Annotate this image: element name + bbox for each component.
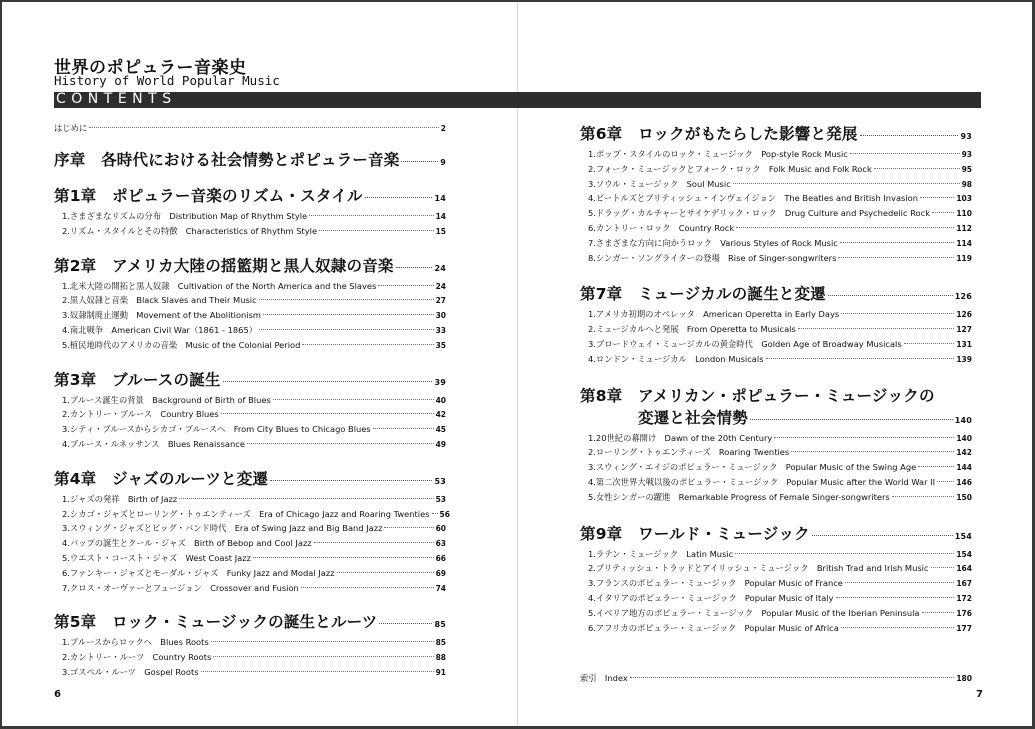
section-entry-title: 5.植民地時代のアメリカの音楽 Music of the Colonial Period bbox=[62, 339, 301, 350]
section-entry-title: 2.シカゴ・ジャズとローリング・トゥエンティーズ Era of Chicago Jazz and Roaring Twenties bbox=[62, 508, 430, 519]
intro-entry-page: 2 bbox=[440, 124, 446, 133]
chapter-heading-title: 第6章 ロックがもたらした影響と発展 bbox=[580, 125, 858, 143]
section-entry[interactable] bbox=[580, 491, 972, 506]
chapter-heading-page: 24 bbox=[434, 263, 446, 273]
section-entry-title: 3.スウィング・ジャズとビッグ・バンド時代 Era of Swing Jazz and Big Band Jazz bbox=[62, 523, 383, 534]
section-entry-title: 1.ポップ・スタイルのロック・ミュージック Pop-style Rock Music bbox=[588, 149, 848, 159]
section-entry[interactable] bbox=[580, 432, 972, 447]
dot-leader bbox=[273, 399, 434, 400]
section-entry[interactable] bbox=[54, 582, 446, 597]
dot-leader bbox=[302, 344, 433, 345]
chapter-heading[interactable] bbox=[580, 122, 972, 144]
dot-leader bbox=[221, 413, 434, 414]
section-entry-title: 1.ブルースからロックへ Blues Roots bbox=[62, 637, 209, 648]
section-entry-page: 66 bbox=[435, 553, 446, 563]
section-entry-page: 127 bbox=[956, 325, 972, 335]
section-entry-title: 5.女性シンガーの躍進 Remarkable Progress of Female Singer-songwriters bbox=[588, 491, 890, 502]
section-entry-page: 14 bbox=[435, 212, 446, 221]
chapter-heading-title: 第8章 アメリカン・ポピュラー・ミュージックの bbox=[580, 386, 935, 405]
section-entry-title: 7.クロス・オーヴァーとフュージョン Crossover and Fusion bbox=[62, 582, 299, 593]
section-entry[interactable] bbox=[580, 622, 972, 637]
dot-leader bbox=[733, 183, 960, 184]
dot-leader bbox=[918, 466, 954, 467]
section-entry-title: 1.さまざまなリズムの分布 Distribution Map of Rhythm Style bbox=[62, 211, 308, 221]
section-entry-page: 42 bbox=[435, 410, 446, 420]
section-entry-title: 2.ブリティッシュ・トラッドとアイリッシュ・ミュージック British Trad and Irish Music bbox=[588, 563, 929, 574]
section-entry-page: 131 bbox=[956, 339, 972, 349]
section-entry[interactable] bbox=[54, 339, 446, 354]
dot-leader bbox=[301, 587, 434, 588]
chapter-heading-page: 85 bbox=[434, 620, 446, 630]
section-entry-title: 2.黒人奴隷と音楽 Black Slaves and Their Music bbox=[62, 295, 257, 306]
section-entry-title: 4.バップの誕生とクール・ジャズ Birth of Bebop and Cool Jazz bbox=[62, 538, 312, 549]
section-entry-page: 112 bbox=[956, 223, 972, 233]
section-entry[interactable] bbox=[54, 423, 446, 438]
section-entry-page: 150 bbox=[956, 492, 972, 502]
dot-leader bbox=[223, 381, 433, 382]
dot-leader bbox=[89, 127, 439, 128]
dot-leader bbox=[874, 168, 960, 169]
section-entry-title: 5.ウエスト・コースト・ジャズ West Coast Jazz bbox=[62, 552, 251, 563]
section-entry[interactable] bbox=[580, 577, 972, 592]
book-title-en: History of World Popular Music bbox=[54, 73, 280, 88]
dot-leader bbox=[931, 567, 955, 568]
dot-leader bbox=[201, 671, 434, 672]
dot-leader bbox=[270, 480, 432, 481]
section-entry[interactable] bbox=[54, 438, 446, 453]
section-entry-page: 172 bbox=[956, 593, 972, 603]
section-entry[interactable] bbox=[580, 323, 972, 338]
dot-leader bbox=[937, 481, 954, 482]
section-entry[interactable] bbox=[580, 607, 972, 622]
book-title-jp: 世界のポピュラー音楽史 bbox=[54, 58, 247, 78]
chapter-heading-title: 序章 各時代における社会情勢とポピュラー音楽 bbox=[54, 151, 400, 169]
section-entry-page: 126 bbox=[956, 310, 972, 320]
section-entry-title: 2.ローリング・トゥエンティーズ Roaring Twenties bbox=[588, 447, 790, 458]
section-entry-title: 3.ゴスペル・ルーツ Gospel Roots bbox=[62, 666, 199, 677]
section-entry-title: 7.さまざまな方向に向かうロック Various Styles of Rock Music bbox=[588, 237, 838, 248]
dot-leader bbox=[766, 358, 955, 359]
section-entry[interactable] bbox=[54, 408, 446, 423]
dot-leader bbox=[920, 197, 954, 198]
section-entry[interactable] bbox=[580, 338, 972, 353]
section-entry[interactable] bbox=[580, 592, 972, 607]
dot-leader bbox=[379, 623, 432, 624]
chapter-heading-title: 第7章 ミュージカルの誕生と変遷 bbox=[580, 285, 826, 304]
section-entry[interactable] bbox=[580, 237, 972, 252]
section-entry-page: 88 bbox=[435, 653, 446, 663]
section-entry-page: 40 bbox=[435, 395, 446, 405]
contents-bar bbox=[54, 92, 981, 108]
section-entry[interactable] bbox=[580, 222, 972, 237]
section-entry-page: 139 bbox=[956, 354, 972, 364]
section-entry-title: 4.第二次世界大戦以後のポピュラー・ミュージック Popular Music after the World War II bbox=[588, 476, 936, 487]
section-entry-title: 6.アフリカのポピュラー・ミュージック Popular Music of Africa bbox=[588, 622, 839, 633]
section-entry-page: 27 bbox=[435, 296, 446, 306]
page-number-right: 7 bbox=[976, 689, 983, 700]
section-entry[interactable] bbox=[54, 552, 446, 567]
section-entry-title: 2.リズム・スタイルとその特徴 Characteristics of Rhythm Style bbox=[62, 225, 318, 236]
section-entry-title: 4.イタリアのポピュラー・ミュージック Popular Music of Italy bbox=[588, 592, 834, 603]
dot-leader bbox=[836, 597, 955, 598]
dot-leader bbox=[812, 535, 953, 536]
dot-leader bbox=[630, 677, 955, 678]
dot-leader bbox=[373, 428, 434, 429]
chapter-heading-page: 154 bbox=[954, 531, 972, 541]
dot-leader bbox=[213, 656, 433, 657]
chapter-heading[interactable] bbox=[580, 282, 972, 304]
section-entry-page: 95 bbox=[961, 164, 972, 174]
section-entry[interactable] bbox=[54, 666, 446, 681]
section-entry-title: 4.ロンドン・ミュージカル London Musicals bbox=[588, 353, 764, 364]
dot-leader bbox=[401, 161, 438, 162]
section-entry-page: 35 bbox=[435, 340, 446, 350]
section-entry[interactable] bbox=[54, 651, 446, 666]
section-entry-title: 5.ドラッグ・カルチャーとサイケデリック・ロック Drug Culture and Psychedelic Rock bbox=[588, 208, 930, 219]
section-entry[interactable] bbox=[580, 252, 972, 267]
section-entry-page: 167 bbox=[956, 579, 972, 589]
section-entry-title: 1.20世紀の幕開け Dawn of the 20th Century bbox=[588, 432, 773, 443]
section-entry[interactable] bbox=[54, 394, 446, 409]
section-entry[interactable] bbox=[54, 537, 446, 552]
index-entry-page: 180 bbox=[956, 674, 972, 684]
section-entry-page: 142 bbox=[956, 448, 972, 458]
section-entry[interactable] bbox=[580, 178, 972, 193]
section-entry-page: 164 bbox=[956, 564, 972, 574]
dot-leader bbox=[259, 329, 434, 330]
dot-leader bbox=[840, 242, 955, 243]
section-entry-page: 177 bbox=[956, 623, 972, 633]
section-entry-page: 98 bbox=[961, 179, 972, 189]
chapter-heading-cont-page: 140 bbox=[954, 415, 972, 425]
section-entry-page: 176 bbox=[956, 608, 972, 618]
section-entry-title: 3.奴隷制廃止運動 Movement of the Abolitionism bbox=[62, 310, 261, 321]
chapter-heading[interactable] bbox=[54, 254, 446, 276]
dot-leader bbox=[396, 267, 433, 268]
section-entry[interactable] bbox=[580, 353, 972, 368]
section-entry-page: 24 bbox=[435, 281, 446, 291]
dot-leader bbox=[735, 553, 954, 554]
section-entry[interactable] bbox=[54, 567, 446, 582]
section-entry-title: 2.カントリー・ブルース Country Blues bbox=[62, 409, 219, 420]
chapter-heading-title: 第5章 ロック・ミュージックの誕生とルーツ bbox=[54, 613, 378, 632]
section-entry[interactable] bbox=[580, 548, 972, 563]
section-entry[interactable] bbox=[54, 280, 446, 295]
section-entry[interactable] bbox=[54, 493, 446, 508]
chapter-heading[interactable] bbox=[54, 148, 446, 170]
section-entry[interactable] bbox=[54, 309, 446, 324]
dot-leader bbox=[259, 299, 434, 300]
section-entry-page: 91 bbox=[435, 667, 446, 677]
chapter-heading-page: 14 bbox=[434, 194, 446, 203]
chapter-heading-title: 第9章 ワールド・ミュージック bbox=[580, 524, 810, 543]
dot-leader bbox=[432, 513, 438, 514]
dot-leader bbox=[736, 227, 954, 228]
chapter-heading-page: 93 bbox=[960, 132, 972, 141]
index-entry[interactable] bbox=[580, 672, 972, 684]
section-entry-title: 2.カントリー・ルーツ Country Roots bbox=[62, 652, 212, 663]
contents-label: CONTENTS bbox=[56, 91, 177, 107]
section-entry-page: 119 bbox=[956, 253, 972, 263]
dot-leader bbox=[247, 443, 434, 444]
section-entry-page: 74 bbox=[435, 583, 446, 593]
dot-leader bbox=[841, 313, 954, 314]
dot-leader bbox=[365, 197, 433, 198]
chapter-heading[interactable] bbox=[580, 522, 972, 544]
section-entry-title: 3.シティ・ブルースからシカゴ・ブルースへ From City Blues to Chicago Blues bbox=[62, 424, 371, 435]
chapter-heading[interactable] bbox=[54, 184, 446, 206]
section-entry-title: 5.イベリア地方のポピュラー・ミュージック Popular Music of the Iberian Peninsula bbox=[588, 607, 920, 618]
dot-leader bbox=[892, 496, 955, 497]
section-entry-page: 85 bbox=[435, 638, 446, 648]
dot-leader bbox=[904, 343, 955, 344]
section-entry-title: 3.スウィング・エイジのポピュラー・ミュージック Popular Music of the Swing Age bbox=[588, 462, 917, 473]
section-entry[interactable] bbox=[580, 148, 972, 163]
section-entry-title: 8.シンガー・ソングライターの登場 Rise of Singer-songwriters bbox=[588, 252, 837, 263]
section-entry-page: 69 bbox=[435, 568, 446, 578]
section-entry-page: 60 bbox=[435, 524, 446, 534]
section-entry-title: 3.フランスのポピュラー・ミュージック Popular Music of France bbox=[588, 578, 843, 589]
chapter-heading bbox=[580, 384, 972, 406]
section-entry-page: 53 bbox=[435, 494, 446, 504]
section-entry[interactable] bbox=[54, 324, 446, 339]
section-entry[interactable] bbox=[54, 636, 446, 651]
section-entry-title: 2.フォーク・ミュージックとフォーク・ロック Folk Music and Folk Rock bbox=[588, 163, 872, 174]
section-entry-title: 4.ビートルズとブリティッシュ・インヴェイジョン The Beatles and British Invasion bbox=[588, 193, 919, 204]
intro-entry[interactable] bbox=[54, 122, 446, 134]
section-entry[interactable] bbox=[54, 508, 450, 523]
section-entry-page: 45 bbox=[435, 425, 446, 435]
dot-leader bbox=[828, 295, 953, 296]
dot-leader bbox=[179, 498, 433, 499]
chapter-heading-title: 第3章 ブルースの誕生 bbox=[54, 370, 221, 389]
toc-left-column bbox=[54, 122, 450, 681]
chapter-heading-cont[interactable] bbox=[580, 406, 972, 428]
chapter-heading-title: 第1章 ポピュラー音楽のリズム・スタイル bbox=[54, 187, 363, 205]
section-entry[interactable] bbox=[580, 562, 972, 577]
chapter-heading-page: 53 bbox=[434, 476, 446, 486]
dot-leader bbox=[932, 212, 954, 213]
dot-leader bbox=[922, 612, 955, 613]
dot-leader bbox=[798, 328, 955, 329]
section-entry-title: 3.ソウル・ミュージック Soul Music bbox=[588, 178, 731, 189]
dot-leader bbox=[319, 230, 434, 231]
section-entry-title: 3.ブロードウェイ・ミュージカルの黄金時代 Golden Age of Broadway Musicals bbox=[588, 338, 902, 349]
index-entry-title: 索引 Index bbox=[580, 673, 628, 684]
dot-leader bbox=[791, 451, 954, 452]
section-entry-page: 33 bbox=[435, 325, 446, 335]
section-entry-page: 93 bbox=[961, 150, 972, 159]
chapter-heading[interactable] bbox=[54, 368, 446, 390]
section-entry-page: 103 bbox=[956, 194, 972, 204]
dot-leader bbox=[263, 314, 434, 315]
chapter-heading[interactable] bbox=[54, 610, 446, 632]
dot-leader bbox=[845, 582, 954, 583]
section-entry-page: 63 bbox=[435, 539, 446, 549]
section-entry-page: 110 bbox=[956, 209, 972, 219]
chapter-heading-page: 126 bbox=[954, 292, 972, 302]
chapter-heading-title: 第4章 ジャズのルーツと変遷 bbox=[54, 469, 269, 488]
section-entry[interactable] bbox=[54, 522, 446, 537]
dot-leader bbox=[211, 641, 434, 642]
toc-right-column bbox=[580, 122, 972, 684]
section-entry-title: 1.ブルース誕生の背景 Background of Birth of Blues bbox=[62, 394, 271, 405]
section-entry[interactable] bbox=[54, 225, 446, 240]
chapter-heading[interactable] bbox=[54, 467, 446, 489]
dot-leader bbox=[378, 285, 433, 286]
dot-leader bbox=[384, 527, 433, 528]
section-entry-page: 56 bbox=[439, 509, 450, 519]
section-entry-title: 4.南北戦争 American Civil War（1861 - 1865） bbox=[62, 324, 258, 335]
section-entry-page: 30 bbox=[435, 311, 446, 321]
dot-leader bbox=[841, 627, 955, 628]
section-entry-title: 1.ジャズの発祥 Birth of Jazz bbox=[62, 493, 178, 504]
section-entry-page: 140 bbox=[956, 433, 972, 443]
dot-leader bbox=[850, 153, 960, 154]
chapter-heading-cont-title: 変遷と社会情勢 bbox=[638, 408, 748, 427]
dot-leader bbox=[750, 419, 953, 420]
chapter-heading-page: 9 bbox=[440, 158, 446, 167]
section-entry[interactable] bbox=[580, 446, 972, 461]
section-entry-page: 49 bbox=[435, 439, 446, 449]
dot-leader bbox=[838, 257, 954, 258]
dot-leader bbox=[774, 437, 954, 438]
section-entry-page: 144 bbox=[956, 463, 972, 473]
section-entry-title: 1.アメリカ初期のオペレッタ American Operetta in Early Days bbox=[588, 309, 840, 320]
section-entry-title: 6.ファンキー・ジャズとモーダル・ジャズ Funky Jazz and Modal Jazz bbox=[62, 567, 335, 578]
section-entry[interactable] bbox=[580, 163, 972, 178]
section-entry-title: 2.ミュージカルへと発展 From Operetta to Musicals bbox=[588, 324, 796, 335]
dot-leader bbox=[253, 557, 434, 558]
section-entry[interactable] bbox=[580, 308, 972, 323]
section-entry-page: 15 bbox=[435, 226, 446, 236]
dot-leader bbox=[337, 572, 434, 573]
section-entry[interactable] bbox=[580, 476, 972, 491]
chapter-heading-page: 39 bbox=[434, 377, 446, 387]
section-entry[interactable] bbox=[580, 192, 972, 207]
dot-leader bbox=[860, 135, 959, 136]
section-entry-title: 4.ブルース・ルネッサンス Blues Renaissance bbox=[62, 438, 245, 449]
section-entry-title: 6.カントリー・ロック Country Rock bbox=[588, 222, 735, 233]
gutter bbox=[517, 2, 518, 726]
intro-entry-title: はじめに bbox=[54, 123, 88, 133]
dot-leader bbox=[309, 215, 433, 216]
section-entry-title: 1.ラテン・ミュージック Latin Music bbox=[588, 548, 734, 559]
section-entry[interactable] bbox=[580, 461, 972, 476]
section-entry-title: 1.北米大陸の開拓と黒人奴隷 Cultivation of the North America and the Slaves bbox=[62, 280, 377, 291]
dot-leader bbox=[314, 542, 434, 543]
section-entry[interactable] bbox=[580, 207, 972, 222]
page-number-left: 6 bbox=[54, 689, 61, 700]
section-entry[interactable] bbox=[54, 210, 446, 225]
section-entry[interactable] bbox=[54, 294, 446, 309]
section-entry-page: 114 bbox=[956, 238, 972, 248]
section-entry-page: 154 bbox=[956, 549, 972, 559]
chapter-heading-title: 第2章 アメリカ大陸の揺籃期と黒人奴隷の音楽 bbox=[54, 256, 394, 275]
section-entry-page: 146 bbox=[956, 477, 972, 487]
